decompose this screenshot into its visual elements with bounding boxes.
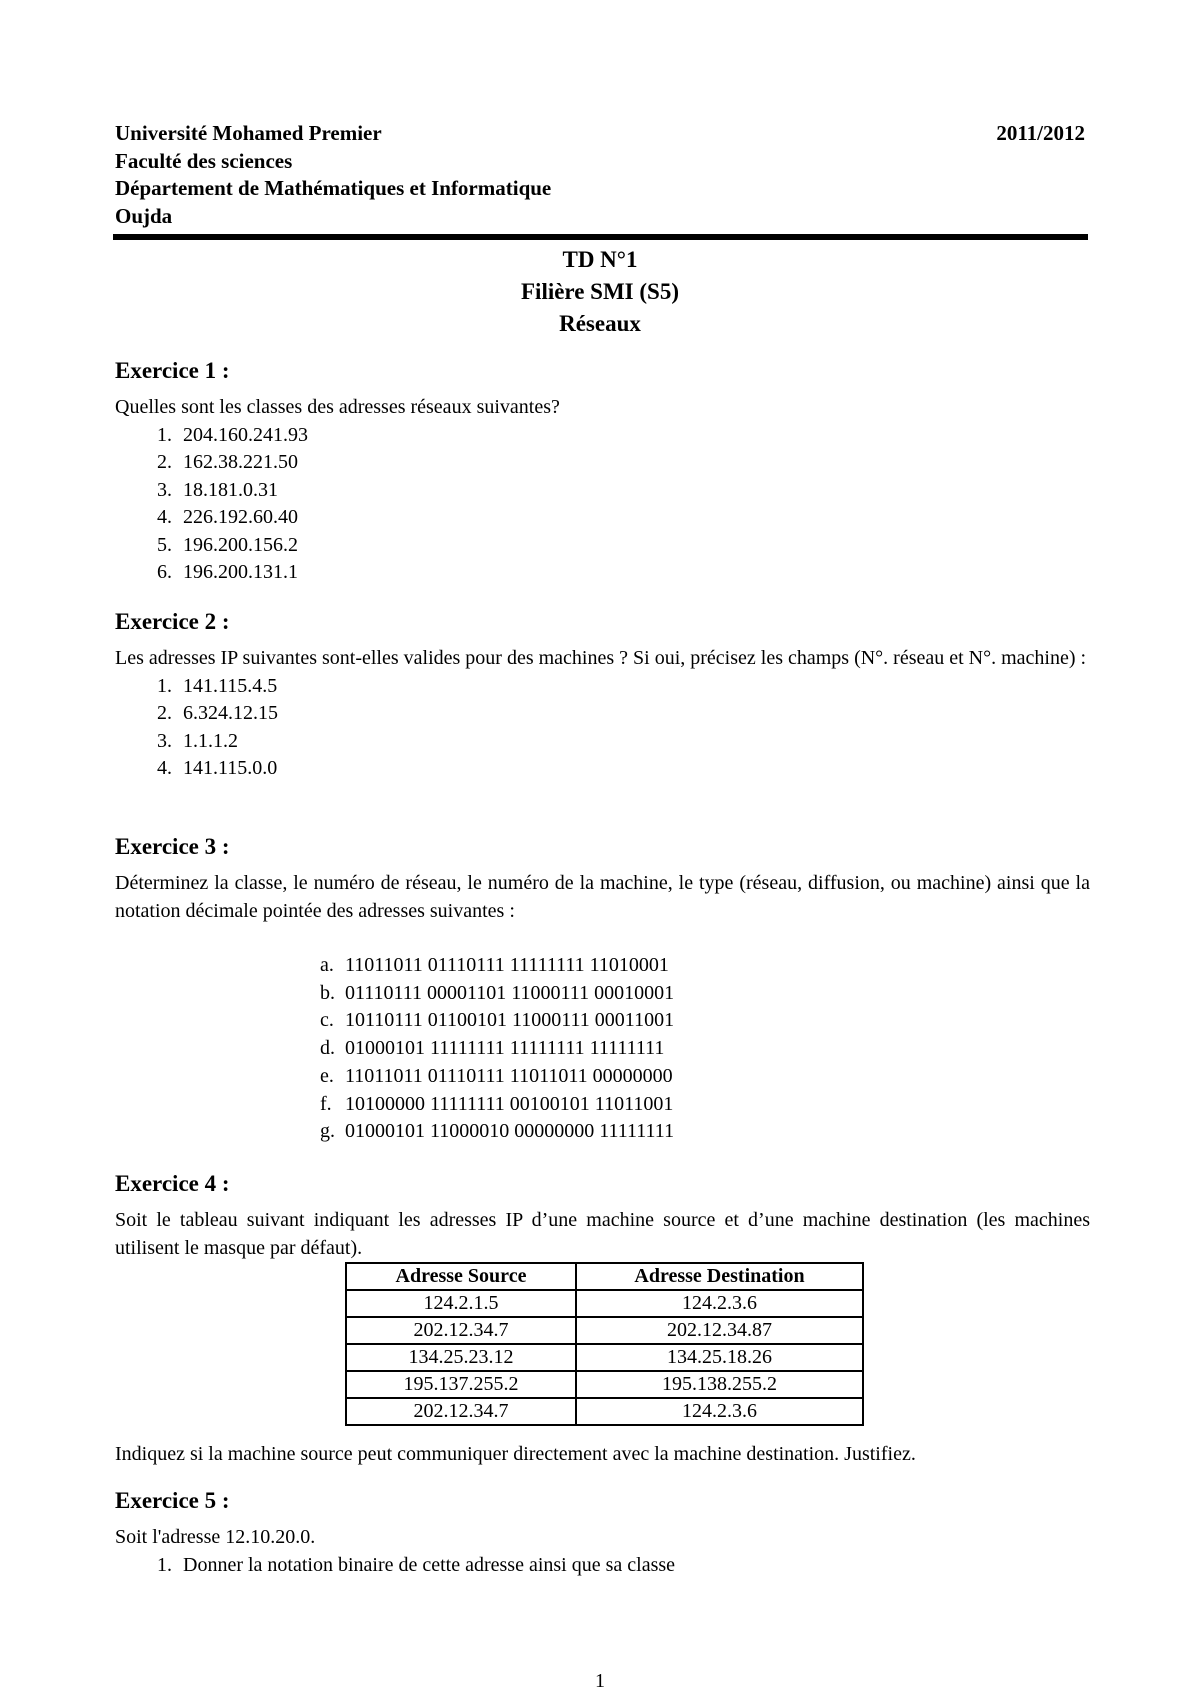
list-item: c. 10110111 01100101 11000111 00011001: [320, 1009, 675, 1032]
list-item: 3. 1.1.1.2: [157, 729, 238, 752]
list-item: f. 10100000 11111111 00100101 11011001: [320, 1092, 674, 1115]
table-row: [346, 1290, 863, 1317]
exercise-4: [115, 1169, 1090, 1262]
exercise-heading: Exercice 3 :: [115, 834, 230, 859]
address-list: [115, 673, 1090, 783]
binary-address-list: [115, 952, 1090, 1146]
list-item: 1. Donner la notation binaire de cette adresse ainsi que sa classe: [157, 1553, 676, 1576]
source-cell: 202.12.34.7: [346, 1398, 576, 1425]
exercise-prompt: Soit l'adresse 12.10.20.0.: [115, 1526, 316, 1548]
destination-cell: 134.25.18.26: [576, 1344, 863, 1371]
destination-cell: 124.2.3.6: [576, 1290, 863, 1317]
faculty-name: Faculté des sciences: [115, 148, 293, 173]
list-item: d. 01000101 11111111 11111111 11111111: [320, 1037, 665, 1060]
exercise-prompt: Soit le tableau suivant indiquant les adresses IP d’une machine source et d’une machine destination (les machines utilisent le masque par défaut).: [115, 1209, 1090, 1259]
exercise-1: [115, 356, 1090, 587]
question-list: [115, 1552, 1090, 1580]
exercise-prompt: Les adresses IP suivantes sont-elles valides pour des machines ? Si oui, précisez les champs (N°. réseau et N°. machine) :: [115, 647, 1087, 669]
list-item: 5. 196.200.156.2: [157, 533, 298, 556]
title-block: [0, 244, 1200, 340]
address-table: [345, 1262, 864, 1426]
destination-cell: 124.2.3.6: [576, 1398, 863, 1425]
exercise-heading: Exercice 1 :: [115, 358, 230, 383]
program-name: Filière SMI (S5): [521, 279, 679, 304]
list-item: 1. 204.160.241.93: [157, 423, 308, 446]
university-name: Université Mohamed Premier: [115, 121, 382, 145]
list-item: b. 01110111 00001101 11000111 00010001: [320, 981, 675, 1004]
source-cell: 202.12.34.7: [346, 1317, 576, 1344]
list-item: 2. 162.38.221.50: [157, 451, 298, 473]
table-row: [346, 1344, 863, 1371]
header-rule: [113, 234, 1088, 240]
exercise-heading: Exercice 2 :: [115, 609, 230, 634]
destination-cell: 195.138.255.2: [576, 1371, 863, 1398]
list-item: g. 01000101 11000010 00000000 11111111: [320, 1120, 675, 1143]
exercise-2: [115, 607, 1090, 783]
td-number: TD N°1: [562, 247, 638, 272]
exercise-heading: Exercice 4 :: [115, 1171, 230, 1196]
list-item: e. 11011011 01110111 11011011 00000000: [320, 1064, 673, 1087]
destination-cell: 202.12.34.87: [576, 1317, 863, 1344]
exercise-followup: Indiquez si la machine source peut communiquer directement avec la machine destination. Justifiez.: [115, 1443, 916, 1465]
column-header-destination: Adresse Destination: [576, 1263, 863, 1290]
exercise-4-question: [115, 1441, 1090, 1469]
exercise-3: [115, 832, 1090, 1146]
table-header-row: [346, 1263, 863, 1290]
source-cell: 124.2.1.5: [346, 1290, 576, 1317]
table-row: [346, 1398, 863, 1425]
academic-year: 2011/2012: [996, 121, 1085, 145]
list-item: 3. 18.181.0.31: [157, 478, 278, 501]
list-item: 4. 226.192.60.40: [157, 506, 298, 528]
document-header: [115, 120, 1085, 230]
exercise-5: [115, 1486, 1090, 1579]
list-item: a. 11011011 01110111 11111111 11010001: [320, 954, 669, 976]
department-name: Département de Mathématiques et Informatique: [115, 176, 552, 200]
list-item: 2. 6.324.12.15: [157, 702, 278, 724]
table-row: [346, 1317, 863, 1344]
table-row: [346, 1371, 863, 1398]
list-item: 4. 141.115.0.0: [157, 757, 278, 779]
source-cell: 195.137.255.2: [346, 1371, 576, 1398]
list-item: 6. 196.200.131.1: [157, 561, 298, 583]
exercise-prompt: Quelles sont les classes des adresses réseaux suivantes?: [115, 396, 560, 418]
address-list: [115, 422, 1090, 587]
course-name: Réseaux: [559, 311, 641, 336]
exercise-prompt: Déterminez la classe, le numéro de réseau, le numéro de la machine, le type (réseau, diffusion, ou machine) ainsi que la notation décimale pointée des adresses suivantes :: [115, 872, 1090, 922]
page-number: 1: [595, 1670, 605, 1692]
list-item: 1. 141.115.4.5: [157, 674, 278, 697]
city-name: Oujda: [115, 203, 173, 228]
column-header-source: Adresse Source: [346, 1263, 576, 1290]
source-cell: 134.25.23.12: [346, 1344, 576, 1371]
exercise-heading: Exercice 5 :: [115, 1488, 230, 1513]
